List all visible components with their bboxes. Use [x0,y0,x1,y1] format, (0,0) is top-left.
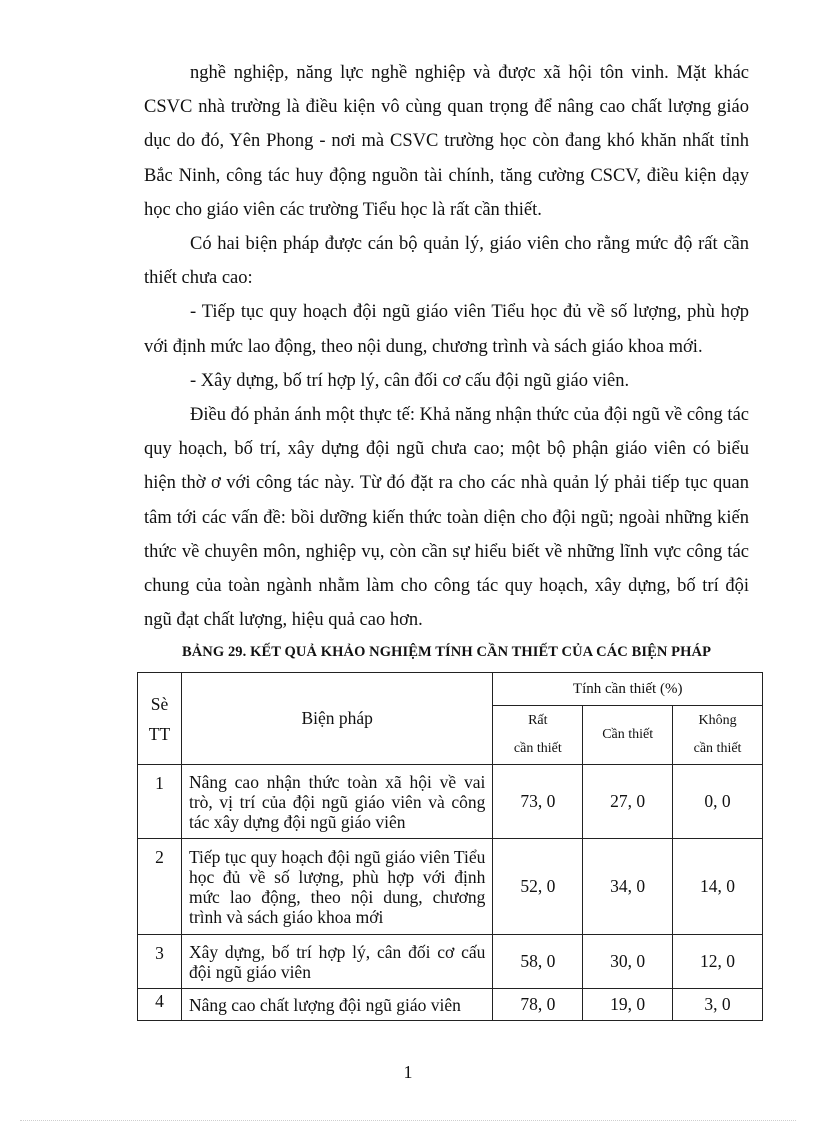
header-col3-line1: Không [698,713,737,728]
paragraph-two-measures: Có hai biện pháp được cán bộ quản lý, giáo viên cho rằng mức độ rất cần thiết chưa cao: [144,234,749,289]
page-number: 1 [403,1062,413,1082]
header-stt-line2: TT [148,723,171,744]
table-header-row-top [138,673,763,706]
body-text [144,56,749,637]
header-measure: Biện pháp [181,673,492,765]
header-col1-line1: Rất [528,713,548,728]
header-not-necessary [673,706,763,765]
header-stt [138,673,182,765]
header-very-necessary [493,706,583,765]
table-row [138,989,763,1021]
header-col1-line2: cần thiết [513,741,562,756]
row-necessary: 27, 0 [583,765,673,839]
row-stt: 1 [138,765,182,839]
row-measure: Nâng cao chất lượng đội ngũ giáo viên [181,989,492,1021]
paragraph-reflection: Điều đó phản ánh một thực tế: Khả năng nhận thức của đội ngũ về công tác quy hoạch, bố trí, xây dựng đội ngũ chưa cao; một bộ phận giáo viên có biểu hiện thờ ơ với công tác này. Từ đó đặt ra cho các nhà quản lý phải tiếp tục quan tâm tới các vấn đề: bồi dưỡng kiến thức toàn diện cho đội ngũ; ngoài những kiến thức về chuyên môn, nghiệp vụ, còn cần sự hiểu biết về những lĩnh vực công tác chung của toàn ngành nhằm làm cho công tác quy hoạch, xây dựng, bố trí đội ngũ đạt chất lượng, hiệu quả cao hơn. [144,405,749,631]
row-very-necessary: 78, 0 [493,989,583,1021]
row-very-necessary: 58, 0 [493,935,583,989]
row-measure: Tiếp tục quy hoạch đội ngũ giáo viên Tiểu học đủ về số lượng, phù hợp với định mức lao động, theo nội dung, chương trình và sách giáo khoa mới [181,839,492,935]
row-very-necessary: 73, 0 [493,765,583,839]
row-stt: 4 [138,989,182,1021]
row-not-necessary: 3, 0 [673,989,763,1021]
table-row [138,765,763,839]
paragraph-measure-two: - Xây dựng, bố trí hợp lý, cân đối cơ cấu đội ngũ giáo viên. [190,370,630,391]
table-row [138,935,763,989]
paragraph-measure-one: - Tiếp tục quy hoạch đội ngũ giáo viên Tiểu học đủ về số lượng, phù hợp với định mức lao động, theo nội dung, chương trình và sách giáo khoa mới. [144,302,749,357]
header-necessary: Cần thiết [583,706,673,765]
footer-divider [20,1120,796,1121]
row-measure: Xây dựng, bố trí hợp lý, cân đối cơ cấu đội ngũ giáo viên [181,935,492,989]
row-measure: Nâng cao nhận thức toàn xã hội về vai trò, vị trí của đội ngũ giáo viên và công tác xây dựng đội ngũ giáo viên [181,765,492,839]
row-very-necessary: 52, 0 [493,839,583,935]
results-table [137,672,763,1021]
row-necessary: 30, 0 [583,935,673,989]
row-not-necessary: 12, 0 [673,935,763,989]
paragraph-continuation: nghề nghiệp, năng lực nghề nghiệp và được xã hội tôn vinh. Mặt khác CSVC nhà trường là điều kiện vô cùng quan trọng để nâng cao chất lượng giáo dục do đó, Yên Phong - nơi mà CSVC trường học còn đang khó khăn nhất tỉnh Bắc Ninh, công tác huy động nguồn tài chính, tăng cường CSCV, điều kiện dạy học cho giáo viên các trường Tiểu học là rất cần thiết. [144,63,749,220]
table-caption: BẢNG 29. KẾT QUẢ KHẢO NGHIỆM TÍNH CẦN THIẾT CỦA CÁC BIỆN PHÁP [181,644,712,660]
row-not-necessary: 14, 0 [673,839,763,935]
row-necessary: 19, 0 [583,989,673,1021]
row-necessary: 34, 0 [583,839,673,935]
header-col3-line2: cần thiết [693,741,742,756]
header-stt-line1: Sè [150,693,169,714]
row-stt: 2 [138,839,182,935]
table-row [138,839,763,935]
header-group: Tính cần thiết (%) [493,673,763,706]
row-stt: 3 [138,935,182,989]
row-not-necessary: 0, 0 [673,765,763,839]
